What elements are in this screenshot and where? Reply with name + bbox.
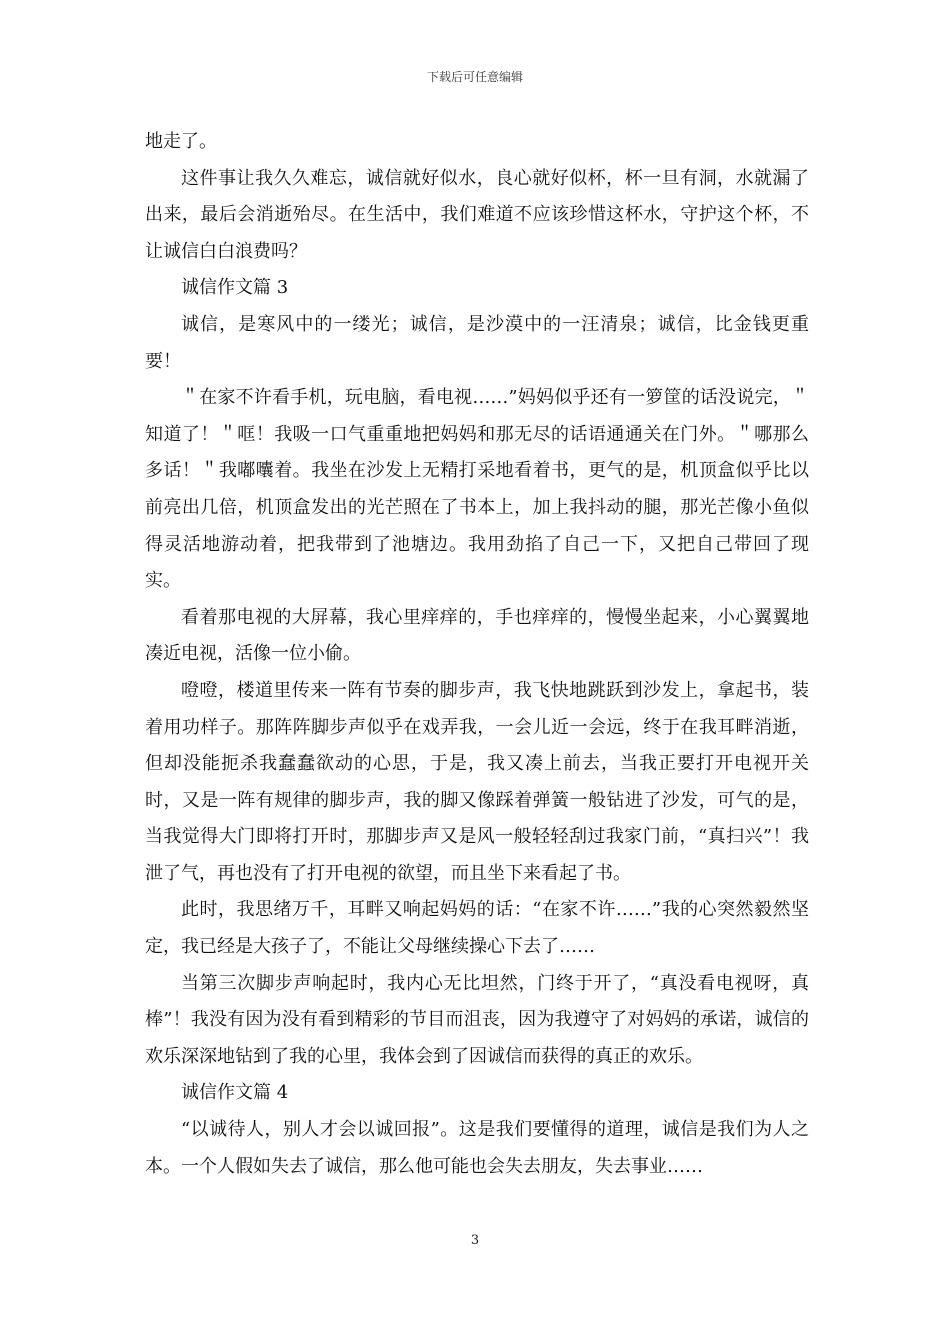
paragraph: 噔噔，楼道里传来一阵有节奏的脚步声，我飞快地跳跃到沙发上，拿起书，装着用功样子。那阵阵脚步声似乎在戏弄我，一会儿近一会远，终于在我耳畔消逝，但却没能扼杀我蠢蠢欲动的心思，于是，我又凑上前去，当我正要打开电视开关时，又是一阵有规律的脚步声，我的脚又像踩着弹簧一般钻进了沙发，可气的是，当我觉得大门即将打开时，那脚步声又是风一般轻轻刮过我家门前，“真扫兴”！我泄了气，再也没有了打开电视的欲望，而且坐下来看起了书。	[145, 679, 809, 884]
section-heading: 诚信作文篇 3	[181, 277, 289, 299]
paragraph: 看着那电视的大屏幕，我心里痒痒的，手也痒痒的，慢慢坐起来，小心翼翼地凑近电视，活像一位小偷。	[145, 606, 809, 665]
paragraph: “以诚待人，别人才会以诚回报”。这是我们要懂得的道理，诚信是我们为人之本。一个人假如失去了诚信，那么他可能也会失去朋友，失去事业……	[145, 1119, 809, 1177]
document-body	[145, 124, 809, 1185]
paragraph: 这件事让我久久难忘，诚信就好似水，良心就好似杯，杯一旦有洞，水就漏了出来，最后会消逝殆尽。在生活中，我们难道不应该珍惜这杯水，守护这个杯，不让诚信白白浪费吗？	[145, 167, 809, 262]
paragraph: 诚信，是寒风中的一缕光；诚信，是沙漠中的一汪清泉；诚信，比金钱更重要！	[145, 313, 809, 372]
section-heading: 诚信作文篇 4	[181, 1082, 289, 1104]
paragraph: 地走了。	[145, 131, 217, 152]
paragraph: 当第三次脚步声响起时，我内心无比坦然，门终于开了，“真没看电视呀，真棒”！我没有因为没有看到精彩的节目而沮丧，因为我遵守了对妈妈的承诺，诚信的欢乐深深地钻到了我的心里，我体会到了因诚信而获得的真正的欢乐。	[145, 972, 809, 1067]
page-header: 下载后可任意编辑	[426, 70, 523, 84]
paragraph: 此时，我思绪万千，耳畔又响起妈妈的话：“在家不许……”我的心突然毅然坚定，我已经是大孩子了，不能让父母继续操心下去了……	[145, 899, 809, 958]
paragraph: ＂在家不许看手机，玩电脑，看电视……”妈妈似乎还有一箩筐的话没说完，＂知道了！＂哐！我吸一口气重重地把妈妈和那无尽的话语通通关在门外。＂哪那么多话！＂我嘟囔着。我坐在沙发上无精打采地看着书，更气的是，机顶盒似乎比以前亮出几倍，机顶盒发出的光芒照在了书本上，加上我抖动的腿，那光芒像小鱼似得灵活地游动着，把我带到了池塘边。我用劲掐了自己一下，又把自己带回了现实。	[145, 387, 809, 592]
page-number: 3	[470, 1233, 480, 1248]
